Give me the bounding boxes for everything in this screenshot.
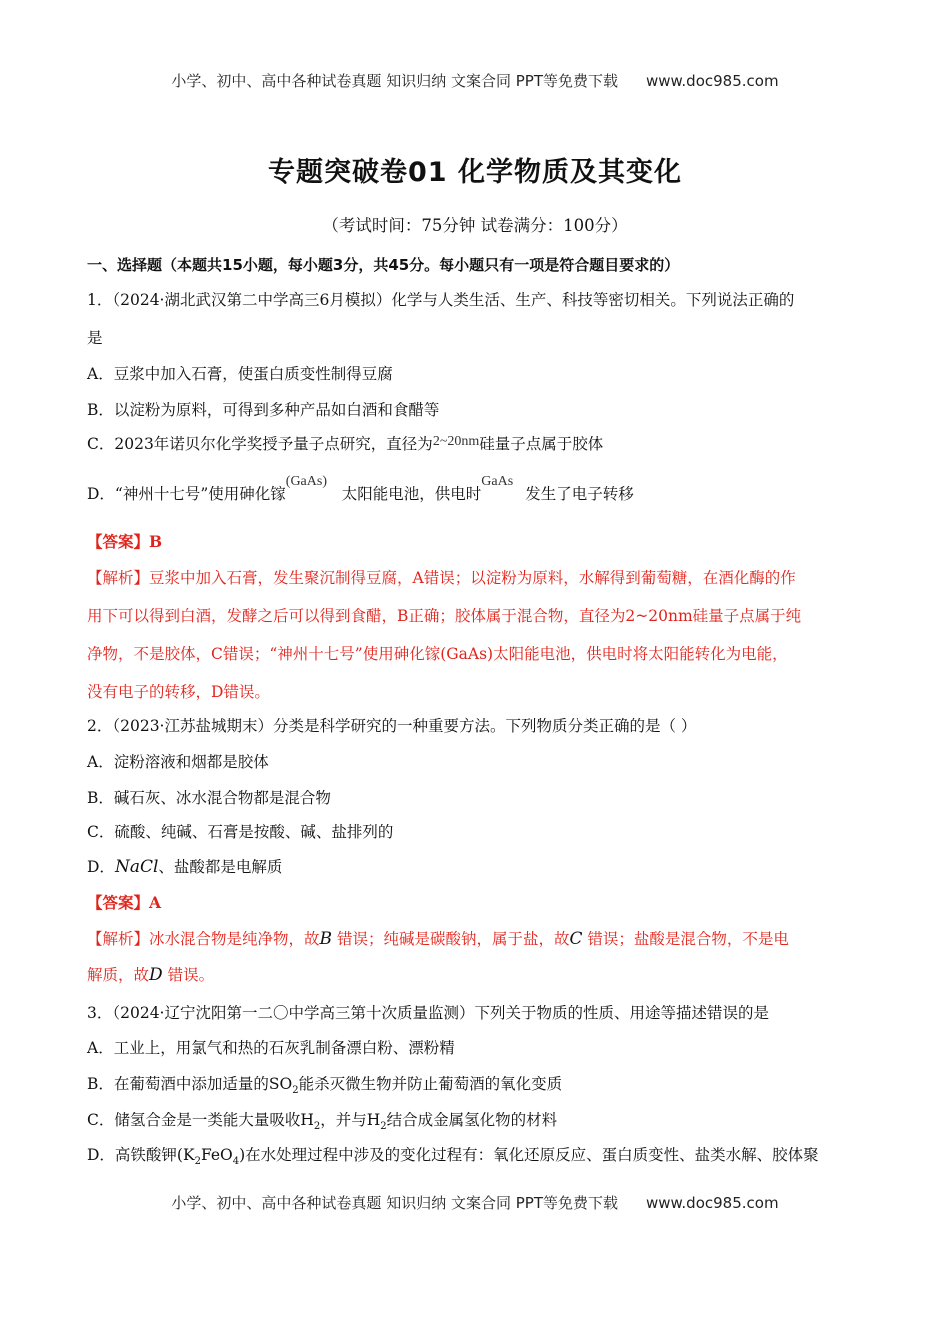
q3-option-c-text3: 结合成金属氢化物的材料 bbox=[386, 1111, 558, 1129]
q1-stem-line1: 1．（2024·湖北武汉第二中学高三6月模拟）化学与人类生活、生产、科技等密切相关。下列说法正确的 bbox=[87, 291, 795, 309]
q2-exp1-d: C bbox=[569, 929, 583, 949]
footer-url[interactable]: www.doc985.com bbox=[645, 1194, 779, 1212]
q1-option-d-text3: 发生了电子转移 bbox=[525, 485, 634, 503]
q2-exp1-e: 错误；盐酸是混合物，不是电 bbox=[582, 930, 789, 948]
q1-explanation-line4: 没有电子的转移，D错误。 bbox=[87, 683, 270, 701]
q1-explanation-line2: 用下可以得到白酒，发酵之后可以得到食醋，B正确；胶体属于混合物，直径为2~20nm硅量子点属于纯 bbox=[87, 607, 802, 625]
q3-option-c-text2: ，并与H bbox=[320, 1111, 381, 1129]
page-footer bbox=[0, 1192, 950, 1213]
header-text: 小学、初中、高中各种试卷真题 知识归纳 文案合同 PPT等免费下载 bbox=[171, 72, 618, 90]
q1-option-d-text2: 太阳能电池，供电时 bbox=[341, 485, 482, 503]
q2-option-d bbox=[87, 855, 867, 877]
q1-option-d-math1: (GaAs) bbox=[285, 474, 327, 489]
q1-option-a: A．豆浆中加入石膏，使蛋白质变性制得豆腐 bbox=[87, 365, 393, 383]
q3-option-b bbox=[87, 1072, 867, 1096]
header-url[interactable]: www.doc985.com bbox=[645, 72, 779, 90]
q1-option-d bbox=[87, 474, 867, 504]
q3-option-c-text1: C．储氢合金是一类能大量吸收H bbox=[87, 1111, 314, 1129]
q2-stem: 2．（2023·江苏盐城期末）分类是科学研究的一种重要方法。下列物质分类正确的是（ ） bbox=[87, 717, 697, 735]
section-heading: 一、选择题（本题共15小题，每小题3分，共45分。每小题只有一项是符合题目要求的） bbox=[87, 256, 680, 274]
page-header bbox=[0, 70, 950, 91]
q1-stem-line2: 是 bbox=[87, 329, 103, 347]
footer-text: 小学、初中、高中各种试卷真题 知识归纳 文案合同 PPT等免费下载 bbox=[171, 1194, 618, 1212]
q3-option-c-sub2: 2 bbox=[380, 1121, 387, 1133]
q1-option-c-text2: 硅量子点属于胶体 bbox=[479, 435, 604, 453]
q3-option-d-sub2: 4 bbox=[232, 1156, 240, 1168]
q2-option-d-prefix: D． bbox=[87, 858, 115, 876]
q2-exp2-b: D bbox=[149, 965, 163, 985]
q2-exp2-a: 解质，故 bbox=[87, 966, 150, 984]
q2-option-a: A．淀粉溶液和烟都是胶体 bbox=[87, 753, 269, 771]
q1-option-c-text1: C．2023年诺贝尔化学奖授予量子点研究，直径为 bbox=[87, 435, 433, 453]
q3-option-d-text1: D．高铁酸钾(K bbox=[87, 1146, 195, 1164]
q3-option-d bbox=[87, 1143, 867, 1167]
page-title: 专题突破卷01 化学物质及其变化 bbox=[268, 157, 682, 188]
q1-option-b: B．以淀粉为原料，可得到多种产品如白酒和食醋等 bbox=[87, 401, 440, 419]
q2-exp1-a: 【解析】冰水混合物是纯净物，故 bbox=[87, 930, 320, 948]
q2-option-b: B．碱石灰、冰水混合物都是混合物 bbox=[87, 789, 331, 807]
q1-option-c bbox=[87, 432, 867, 454]
q1-explanation-line1: 【解析】豆浆中加入石膏，发生聚沉制得豆腐，A错误；以淀粉为原料，水解得到葡萄糖，在酒化酶的作 bbox=[87, 569, 796, 587]
q2-answer: 【答案】A bbox=[87, 893, 162, 912]
q2-exp2-c: 错误。 bbox=[162, 966, 215, 984]
q3-stem: 3．（2024·辽宁沈阳第一二〇中学高三第十次质量监测）下列关于物质的性质、用途等描述错误的是 bbox=[87, 1004, 769, 1022]
q3-option-b-text2: 能杀灭微生物并防止葡萄酒的氧化变质 bbox=[298, 1075, 563, 1093]
q2-option-d-text: 、盐酸都是电解质 bbox=[158, 858, 283, 876]
q1-explanation-line3: 净物，不是胶体，C错误；“神州十七号”使用砷化镓(GaAs)太阳能电池，供电时将太阳能转化为电能， bbox=[87, 645, 788, 663]
q1-option-d-math2: GaAs bbox=[481, 474, 514, 489]
q3-option-a: A．工业上，用氯气和热的石灰乳制备漂白粉、漂粉精 bbox=[87, 1039, 455, 1057]
q3-option-d-text2: FeO bbox=[200, 1146, 233, 1164]
q2-option-c: C．硫酸、纯碱、石膏是按酸、碱、盐排列的 bbox=[87, 823, 394, 841]
q1-option-d-text1: D．“神州十七号”使用砷化镓 bbox=[87, 485, 286, 503]
q1-option-c-math: 2~20nm bbox=[432, 434, 480, 449]
q3-option-d-text3: )在水处理过程中涉及的变化过程有：氧化还原反应、蛋白质变性、盐类水解、胶体聚 bbox=[239, 1146, 819, 1164]
q2-option-d-math: NaCl bbox=[114, 857, 159, 877]
q2-exp1-b: B bbox=[319, 929, 333, 949]
q3-option-b-text1: B．在葡萄酒中添加适量的SO bbox=[87, 1075, 293, 1093]
q3-option-c-sub1: 2 bbox=[313, 1121, 321, 1133]
q3-option-b-sub: 2 bbox=[292, 1085, 299, 1097]
q3-option-c bbox=[87, 1108, 867, 1132]
q2-explanation-line2 bbox=[87, 963, 867, 985]
exam-info: （考试时间：75分钟 试卷满分：100分） bbox=[322, 216, 628, 235]
q1-answer: 【答案】B bbox=[87, 532, 163, 551]
q2-exp1-c: 错误；纯碱是碳酸钠，属于盐，故 bbox=[332, 930, 570, 948]
q3-option-d-sub1: 2 bbox=[194, 1156, 201, 1168]
q2-explanation-line1 bbox=[87, 927, 867, 949]
